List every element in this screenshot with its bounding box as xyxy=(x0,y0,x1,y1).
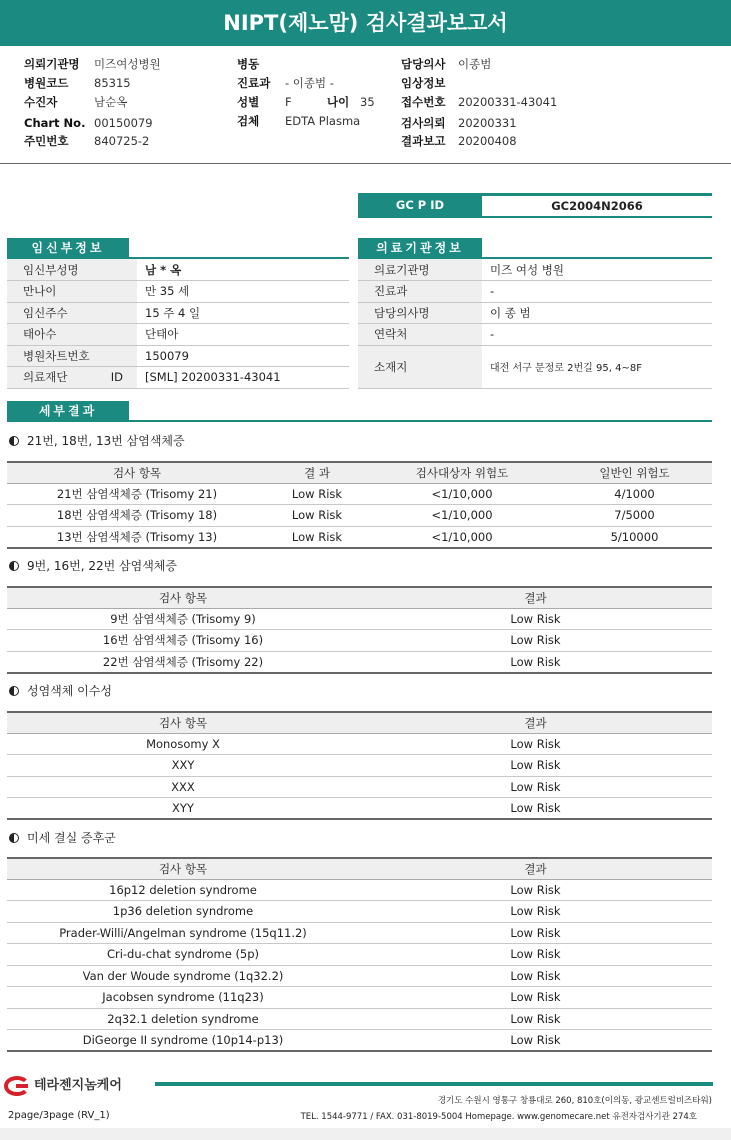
header-field: 수진자 남순옥 xyxy=(24,95,128,109)
table-row: 21번 삼염색체증 (Trisomy 21) Low Risk <1/10,000 4/1000 xyxy=(7,483,712,505)
info-row: 임신부성명 남 * 옥 xyxy=(7,259,349,281)
header-field: 접수번호 20200331-43041 xyxy=(401,95,558,109)
table-row: DiGeorge II syndrome (10p14-p13) Low Risk xyxy=(7,1030,712,1052)
footer-address: 경기도 수원시 영통구 창룡대로 260, 810호(이의동, 광교센트럴비즈타워) xyxy=(437,1096,712,1106)
table-row: 16p12 deletion syndrome Low Risk xyxy=(7,879,712,901)
page-number: 2page/3page (RV_1) xyxy=(8,1110,110,1121)
header-field: 결과보고 20200408 xyxy=(401,134,517,148)
half-circle-icon xyxy=(9,686,19,696)
header-field: 병동 xyxy=(237,57,260,71)
info-row: 병원차트번호 150079 xyxy=(7,345,349,367)
info-row: 연락처 - xyxy=(358,324,712,346)
table-row: Van der Woude syndrome (1q32.2) Low Risk xyxy=(7,965,712,987)
header-field: 임상정보 xyxy=(401,76,446,90)
footer-contact: TEL. 1544-9771 / FAX. 031-8019-5004 Homepage. www.genomecare.net 유전자검사기관 274호 xyxy=(300,1112,697,1122)
header-field: 성별 F 나이 35 xyxy=(237,95,375,109)
divider xyxy=(7,420,712,422)
table-row: Cri-du-chat syndrome (5p) Low Risk xyxy=(7,944,712,966)
table-row: 9번 삼염색체증 (Trisomy 9) Low Risk xyxy=(7,608,712,630)
table-row: 2q32.1 deletion syndrome Low Risk xyxy=(7,1008,712,1030)
hospital-info-tab: 의료기관정보 xyxy=(358,238,482,258)
info-row: 의료재단 ID [SML] 20200331-43041 xyxy=(7,367,349,389)
header-field: 진료과 - 이종범 - xyxy=(237,76,334,90)
info-row: 진료과 - xyxy=(358,281,712,303)
pregnant-info-tab: 임신부정보 xyxy=(7,238,129,258)
info-row: 임신주수 15 주 4 일 xyxy=(7,302,349,324)
results-table-trisomy-21-18-13 xyxy=(7,461,712,549)
table-row: XXX Low Risk xyxy=(7,776,712,798)
hospital-info-table xyxy=(358,259,712,389)
table-header-row: 검사 항목 결 과 검사대상자 위험도 일반인 위험도 xyxy=(7,462,712,483)
header-field: 검사의뢰 20200331 xyxy=(401,116,517,130)
header-field: Chart No. 00150079 xyxy=(24,116,153,130)
section-heading: 21번, 18번, 13번 삼염색체증 xyxy=(9,433,185,449)
info-row: 담당의사명 이 종 범 xyxy=(358,302,712,324)
table-row: XYY Low Risk xyxy=(7,798,712,820)
gcp-id-label: GC P ID xyxy=(358,193,482,218)
info-row: 소재지 대전 서구 문정로 2번길 95, 4~8F xyxy=(358,345,712,388)
half-circle-icon xyxy=(9,436,19,446)
section-heading: 9번, 16번, 22번 삼염색체증 xyxy=(9,558,177,574)
table-row: 13번 삼염색체증 (Trisomy 13) Low Risk <1/10,000 5/10000 xyxy=(7,526,712,548)
header-field: 주민번호 840725-2 xyxy=(24,134,150,148)
bottom-band xyxy=(0,1128,731,1140)
pregnant-info-table xyxy=(7,259,349,389)
table-row: 18번 삼염색체증 (Trisomy 18) Low Risk <1/10,000 7/5000 xyxy=(7,505,712,527)
detail-results-tab: 세부결과 xyxy=(7,401,129,421)
results-table-sex-chromosome xyxy=(7,711,712,820)
table-row: Monosomy X Low Risk xyxy=(7,733,712,755)
company-logo: 테라젠지놈케어 xyxy=(4,1074,122,1096)
table-row: 1p36 deletion syndrome Low Risk xyxy=(7,901,712,923)
table-header-row: 검사 항목 결과 xyxy=(7,858,712,879)
info-row: 의료기관명 미즈 여성 병원 xyxy=(358,259,712,281)
header-field: 담당의사 이종범 xyxy=(401,57,492,71)
header-field: 검체 EDTA Plasma xyxy=(237,114,361,128)
info-row: 만나이 만 35 세 xyxy=(7,281,349,303)
results-table-trisomy-9-16-22 xyxy=(7,586,712,674)
results-table-microdeletion xyxy=(7,857,712,1052)
section-heading: 미세 결실 증후군 xyxy=(9,830,116,846)
table-row: Jacobsen syndrome (11q23) Low Risk xyxy=(7,987,712,1009)
table-row: 22번 삼염색체증 (Trisomy 22) Low Risk xyxy=(7,651,712,673)
table-header-row: 검사 항목 결과 xyxy=(7,587,712,608)
table-row: XXY Low Risk xyxy=(7,755,712,777)
table-header-row: 검사 항목 결과 xyxy=(7,712,712,733)
section-heading: 성염색체 이수성 xyxy=(9,683,112,699)
half-circle-icon xyxy=(9,561,19,571)
report-header xyxy=(0,52,731,164)
gcp-id-value: GC2004N2066 xyxy=(482,193,712,218)
header-field: 의뢰기관명 미즈여성병원 xyxy=(24,57,161,71)
table-row: 16번 삼염색체증 (Trisomy 16) Low Risk xyxy=(7,630,712,652)
table-row: Prader-Willi/Angelman syndrome (15q11.2) Low Risk xyxy=(7,922,712,944)
header-field: 병원코드 85315 xyxy=(24,76,131,90)
g-logo-icon xyxy=(4,1076,30,1096)
half-circle-icon xyxy=(9,833,19,843)
info-row: 태아수 단태아 xyxy=(7,324,349,346)
report-title: NIPT(제노맘) 검사결과보고서 xyxy=(0,0,731,46)
footer-divider xyxy=(155,1082,713,1086)
